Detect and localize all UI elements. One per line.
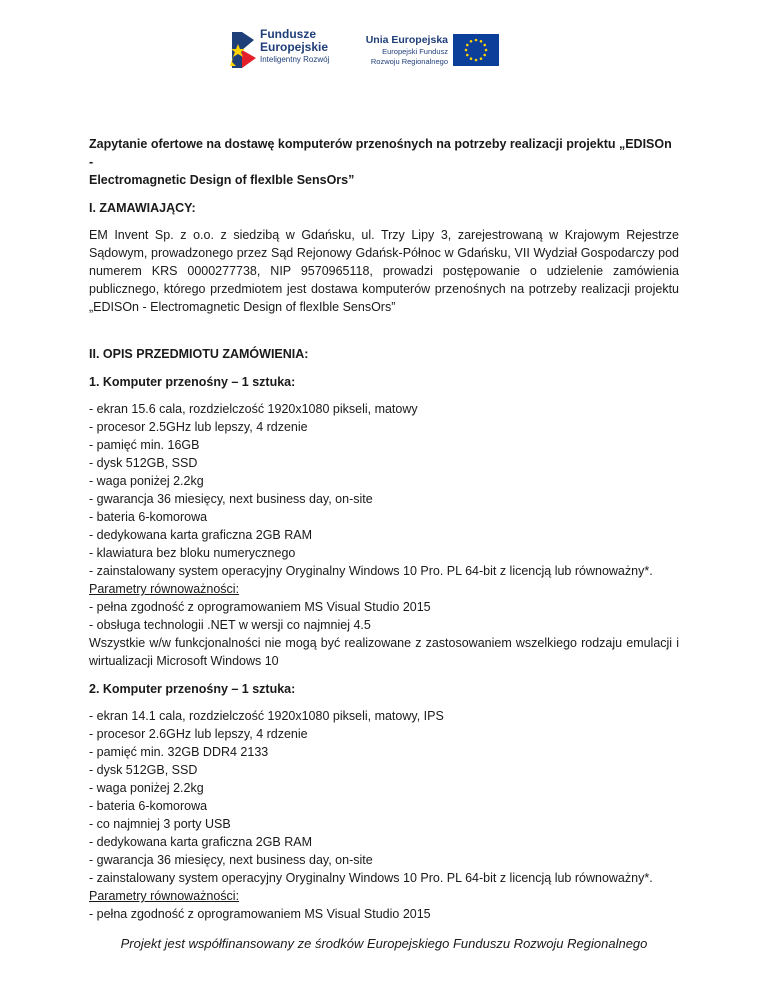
spec-line: - klawiatura bez bloku numerycznego: [89, 546, 296, 560]
spec-line: - zainstalowany system operacyjny Oryginalny Windows 10 Pro. PL 64-bit z licencją lub równoważny*.: [89, 564, 653, 578]
item1-heading: 1. Komputer przenośny – 1 sztuka:: [89, 375, 296, 389]
item2-spec-list: [89, 707, 679, 923]
ue-sub1: Europejski Fundusz: [382, 47, 448, 56]
doc-title-line1: Zapytanie ofertowe na dostawę komputerów przenośnych na potrzeby realizacji projektu „EDISOn -: [89, 137, 672, 169]
item2-heading: 2. Komputer przenośny – 1 sztuka:: [89, 682, 296, 696]
page-footer: Projekt jest współfinansowany ze środków Europejskiego Funduszu Rozwoju Regionalnego: [120, 936, 648, 951]
item1-param-label: Parametry równoważności:: [89, 582, 240, 596]
spec-line: - dedykowana karta graficzna 2GB RAM: [89, 528, 313, 542]
document-body: [89, 135, 679, 923]
param-line: - pełna zgodność z oprogramowaniem MS Visual Studio 2015: [89, 907, 431, 921]
spec-line: - dysk 512GB, SSD: [89, 763, 198, 777]
spec-line: - ekran 14.1 cala, rozdzielczość 1920x1080 pikseli, matowy, IPS: [89, 709, 444, 723]
spec-line: - procesor 2.6GHz lub lepszy, 4 rdzenie: [89, 727, 308, 741]
spec-line: - co najmniej 3 porty USB: [89, 817, 231, 831]
section2-heading: II. OPIS PRZEDMIOTU ZAMÓWIENIA:: [89, 347, 309, 361]
spec-line: - gwarancja 36 miesięcy, next business day, on-site: [89, 492, 373, 506]
item1-spec-list: [89, 400, 679, 670]
fe-line2: Europejskie: [260, 40, 329, 54]
fundusze-europejskie-logo: [228, 22, 343, 78]
unia-europejska-logo: [360, 34, 500, 74]
spec-line: - pamięć min. 16GB: [89, 438, 200, 452]
section1-heading: I. ZAMAWIAJĄCY:: [89, 201, 196, 215]
spec-line: - waga poniżej 2.2kg: [89, 474, 204, 488]
spec-line: - waga poniżej 2.2kg: [89, 781, 204, 795]
param-line: - pełna zgodność z oprogramowaniem MS Visual Studio 2015: [89, 600, 431, 614]
spec-line: - bateria 6-komorowa: [89, 510, 208, 524]
ue-title: Unia Europejska: [365, 34, 448, 46]
spec-line: - zainstalowany system operacyjny Oryginalny Windows 10 Pro. PL 64-bit z licencją lub równoważny*.: [89, 871, 653, 885]
fe-line3: Inteligentny Rozwój: [260, 55, 330, 64]
doc-title-line2: Electromagnetic Design of flexIble SensOrs”: [89, 173, 355, 187]
item2-param-label: Parametry równoważności:: [89, 889, 240, 903]
param-line: - obsługa technologii .NET w wersji co najmniej 4.5: [89, 618, 371, 632]
spec-line: - pamięć min. 32GB DDR4 2133: [89, 745, 269, 759]
spec-line: - ekran 15.6 cala, rozdzielczość 1920x1080 pikseli, matowy: [89, 402, 418, 416]
item1-note: Wszystkie w/w funkcjonalności nie mogą być realizowane z zastosowaniem wszelkiego rodzaju emulacji i wirtualizacji Microsoft Windows 10: [89, 636, 679, 668]
header-logos: [0, 20, 768, 80]
eu-flag-icon: [453, 34, 499, 66]
spec-line: - dysk 512GB, SSD: [89, 456, 198, 470]
ue-sub2: Rozwoju Regionalnego: [370, 57, 448, 66]
spec-line: - procesor 2.5GHz lub lepszy, 4 rdzenie: [89, 420, 308, 434]
fe-line1: Fundusze: [260, 27, 316, 41]
fe-star-mark-icon: [228, 22, 260, 78]
section1-body: EM Invent Sp. z o.o. z siedzibą w Gdańsku, ul. Trzy Lipy 3, zarejestrowaną w Krajowym Rejestrze Sądowym, prowadzonego przez Sąd Rejonowy Gdańsk-Północ w Gdańsku, VII Wydział Gospodarczy pod numerem KRS 0000277738, NIP 9570965118, prowadzi postępowanie o udzielenie zamówienia publicznego, którego przedmiotem jest dostawa komputerów przenośnych na potrzeby realizacji projektu „EDISOn - Electromagnetic Design of flexIble SensOrs”: [89, 228, 679, 314]
spec-line: - gwarancja 36 miesięcy, next business day, on-site: [89, 853, 373, 867]
spec-line: - bateria 6-komorowa: [89, 799, 208, 813]
spec-line: - dedykowana karta graficzna 2GB RAM: [89, 835, 313, 849]
